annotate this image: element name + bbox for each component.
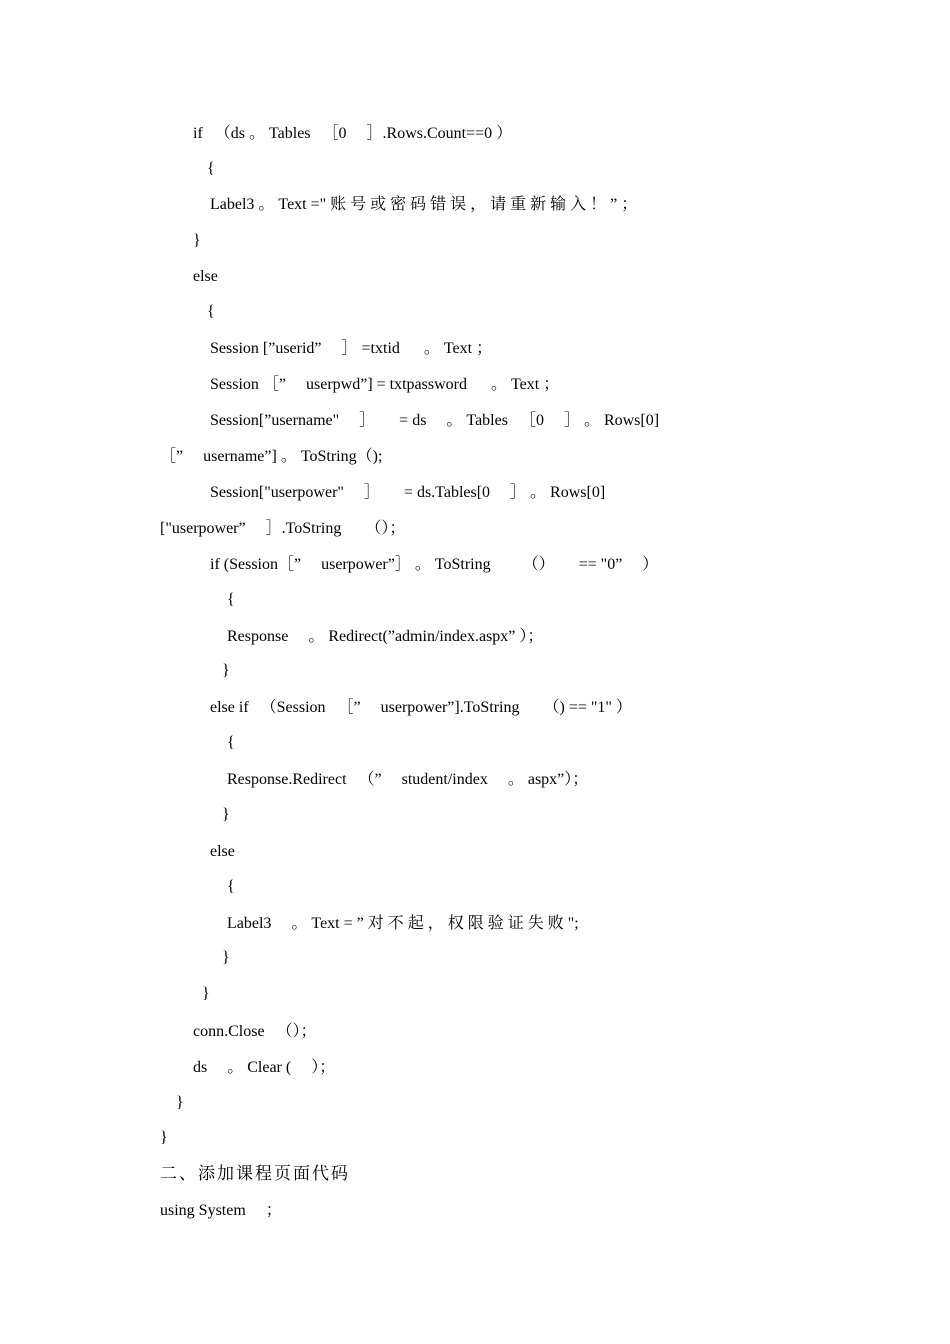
code-line-userpower-tostring: ["userpower” ］.ToString （）； (160, 520, 406, 537)
code-line-open-brace: { (207, 303, 215, 320)
code-line-label3-error: Label3 。 Text =" 账 号 或 密 码 错 误 ， 请 重 新 输 入 ！ ” ； (210, 196, 638, 213)
code-line-redirect-student: Response.Redirect （” student/index 。 aspx”）； (227, 771, 589, 788)
code-line-session-userpower: Session["userpower" ］ = ds.Tables[0 ］ 。 Rows[0] (210, 484, 606, 501)
code-line-close-brace: } (202, 985, 210, 1002)
code-line-open-brace: { (227, 878, 235, 895)
code-line-close-brace: } (222, 806, 230, 823)
code-line-open-brace: { (227, 591, 235, 608)
code-line-open-brace: { (207, 160, 215, 177)
code-line-close-brace: } (193, 232, 201, 249)
code-line-session-userid: Session [”userid” ］ =txtid 。 Text ； (210, 340, 493, 357)
code-line-else: else (193, 268, 218, 285)
code-line-if-userpower-0: if (Session［” userpower”］ 。 ToString （） == "0” ） (210, 556, 659, 573)
code-line-session-userpwd: Session ［” userpwd”] = txtpassword 。 Text ； (210, 376, 560, 393)
code-line-close-brace: } (176, 1094, 184, 1111)
code-line-open-brace: { (227, 734, 235, 751)
code-line-close-brace: } (222, 662, 230, 679)
code-line-redirect-admin: Response 。 Redirect(”admin/index.aspx” ）； (227, 628, 544, 645)
code-line-close-brace: } (222, 949, 230, 966)
code-line-else: else (210, 843, 235, 860)
code-line-ds-clear: ds 。 Clear ( ）； (193, 1059, 336, 1076)
code-line-close-brace: } (160, 1129, 168, 1146)
code-line-if-rows-count: if （ds 。 Tables ［0 ］.Rows.Count==0 ） (193, 125, 513, 142)
code-line-label3-denied: Label3 。 Text = ” 对 不 起 ， 权 限 验 证 失 败 "; (227, 915, 579, 932)
code-line-session-username: Session[”username" ］ = ds 。 Tables ［0 ］ 。 Rows[0] (210, 412, 660, 429)
section-heading: 二、添加课程页面代码 (160, 1164, 350, 1184)
code-line-username-tostring: ［” username”] 。 ToString（); (160, 448, 383, 465)
code-line-using-system: using System ； (160, 1202, 282, 1219)
code-line-conn-close: conn.Close （）； (193, 1023, 317, 1040)
code-line-else-if-userpower-1: else if （Session ［” userpower”].ToString （) == "1" ） (210, 699, 632, 716)
